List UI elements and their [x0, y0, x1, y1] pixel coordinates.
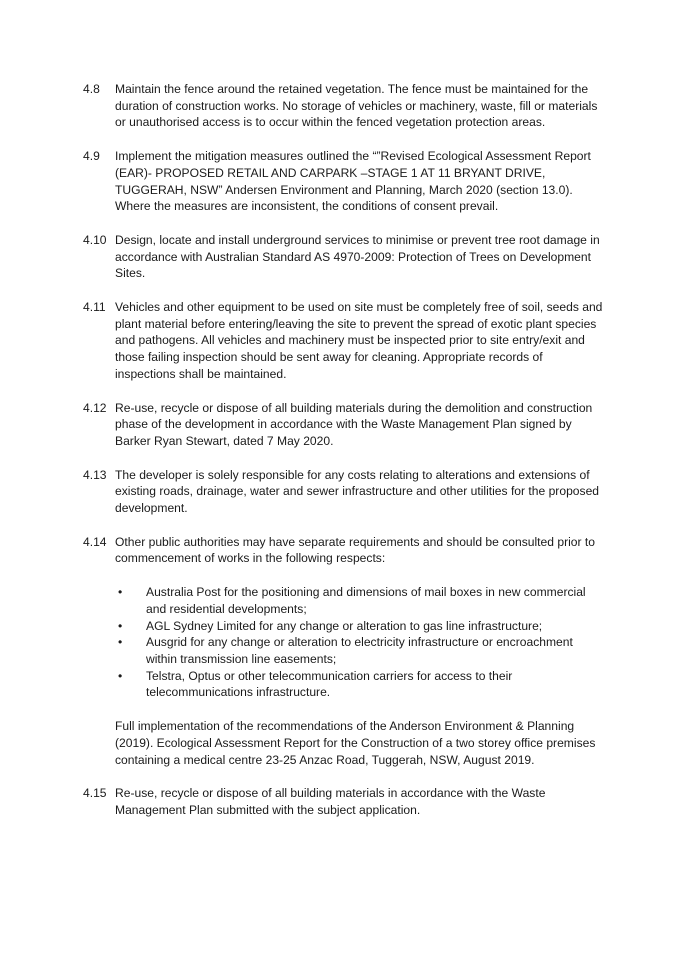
clause-4-10: [83, 232, 605, 282]
clause-4-9: [83, 148, 605, 215]
list-item-text: Australia Post for the positioning and dimensions of mail boxes in new commercial and residential developments;: [146, 585, 586, 616]
clause-4-13: [83, 467, 605, 517]
clause-text: Other public authorities may have separate requirements and should be consulted prior to commencement of works in the following respects:: [115, 534, 595, 566]
bullet-icon: •: [118, 668, 123, 683]
list-item: [115, 584, 605, 617]
clause-number: 4.10: [83, 232, 107, 247]
clause-number: 4.14: [83, 534, 107, 549]
clause-4-12: [83, 400, 605, 450]
clause-text: Re-use, recycle or dispose of all building materials during the demolition and construction phase of the development in accordance with the Waste Management Plan signed by Barker Ryan Stewart, dated 7 May 2020.: [115, 400, 593, 448]
bullet-icon: •: [118, 618, 123, 633]
clause-text: Vehicles and other equipment to be used on site must be completely free of soil, seeds and plant material before entering/leaving the site to prevent the spread of exotic plant species and pathogens. All vehicles and machinery must be inspected prior to site entry/exit and those failing inspection should be sent away for cleaning. Appropriate records of inspections shall be maintained.: [115, 300, 603, 381]
clause-text: Re-use, recycle or dispose of all building materials in accordance with the Waste Management Plan submitted with the subject application.: [115, 786, 546, 817]
clause-number: 4.15: [83, 786, 107, 801]
clause-text: The developer is solely responsible for any costs relating to alterations and extensions of existing roads, drainage, water and sewer infrastructure and other utilities for the proposed development.: [115, 467, 600, 516]
list-item-text: Telstra, Optus or other telecommunication carriers for access to their telecommunications infrastructure.: [146, 668, 513, 700]
clause-4-11: [83, 299, 605, 383]
list-item-text: AGL Sydney Limited for any change or alteration to gas line infrastructure;: [146, 618, 543, 633]
clause-text: Implement the mitigation measures outlined the “”Revised Ecological Assessment Report (EAR)- PROPOSED RETAIL AND CARPARK –STAGE 1 AT 11 BRYANT DRIVE, TUGGERAH, NSW” Andersen Environment and Planning, March 2020 (section 13.0). Where the measures are inconsistent, the conditions of consent prevail.: [115, 149, 591, 214]
bullet-icon: •: [118, 635, 123, 650]
clause-number: 4.9: [83, 149, 100, 164]
authorities-list: [115, 584, 605, 701]
list-item-text: Ausgrid for any change or alteration to electricity infrastructure or encroachment within transmission line easements;: [146, 635, 573, 666]
list-item: [115, 668, 605, 701]
clause-text: Design, locate and install underground services to minimise or prevent tree root damage in accordance with Australian Standard AS 4970-2009: Protection of Trees on Development Sites.: [115, 232, 600, 281]
list-item: [115, 634, 605, 667]
clause-number: 4.13: [83, 467, 107, 482]
implementation-note: Full implementation of the recommendations of the Anderson Environment & Planning (2019). Ecological Assessment Report for the Construction of a two storey office premises containing a medical centre 23-25 Anzac Road, Tuggerah, NSW, August 2019.: [115, 719, 596, 767]
list-item: [115, 618, 605, 635]
clause-4-14: [83, 534, 605, 768]
clause-4-8: [83, 81, 605, 131]
clause-text: Maintain the fence around the retained vegetation. The fence must be maintained for the duration of construction works. No storage of vehicles or machinery, waste, fill or materials or unauthorised access is to occur within the fenced vegetation protection areas.: [115, 82, 598, 130]
clause-number: 4.11: [83, 300, 106, 315]
clause-number: 4.12: [83, 400, 107, 415]
clause-number: 4.8: [83, 82, 100, 96]
bullet-icon: •: [118, 585, 123, 600]
clause-4-15: [83, 785, 605, 818]
